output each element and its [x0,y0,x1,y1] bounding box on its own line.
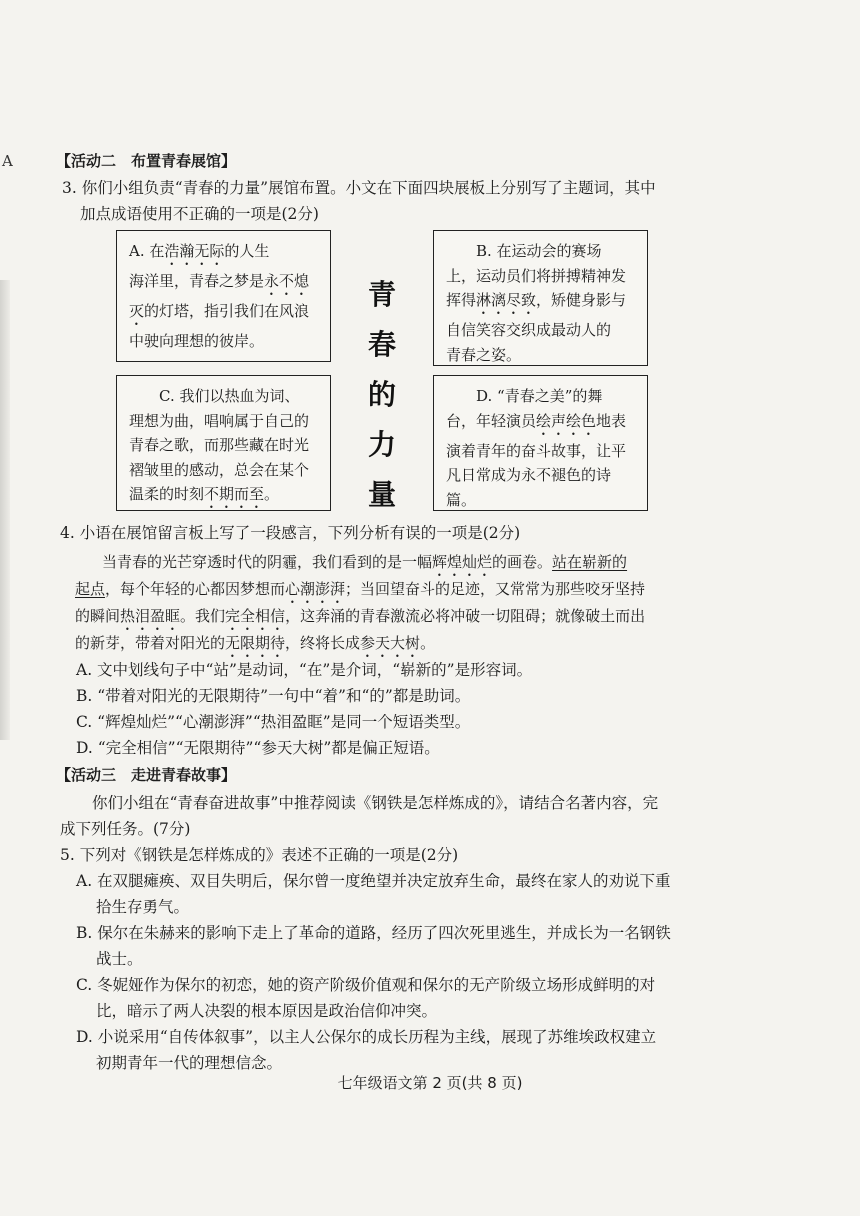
board-d-idiom: 绘声绘色 [536,411,597,430]
q5-option-d-line2: 初期青年一代的理想信念。 [96,1054,283,1072]
activity3-heading: 【活动三 走进青春故事】 [56,766,237,784]
board-b-text: 自信笑容交织成最动人的 [446,321,612,339]
passage-text: ，终将长成 [285,634,361,652]
passage-text: 。 [420,634,436,652]
board-a-idiom: 浩瀚无际 [164,242,225,260]
activity3-intro-line1: 你们小组在“青春奋进故事”中推荐阅读《钢铁是怎样炼成的》，请结合名著内容，完 [92,794,659,812]
q4-option-c: C. “辉煌灿烂”“心潮澎湃”“热泪盈眶”是同一个短语类型。 [76,713,471,731]
board-d-text: 凡日常成为永不褪色的诗 [446,466,612,484]
board-d-text: D. “青春之美”的舞 [476,387,603,405]
passage-text: ；当回望奋斗的足迹，又常常为那些咬牙坚持 [345,580,646,598]
q4-option-d: D. “完全相信”“无限期待”“参天大树”都是偏正短语。 [76,739,440,757]
q5-option-c-line2: 比，暗示了两人决裂的根本原因是政治信仰冲突。 [96,1002,438,1020]
page-footer: 七年级语文第 2 页(共 8 页) [337,1074,523,1092]
board-b-text: ，矫健身影与 [536,291,627,309]
board-d-text: 台，年轻演员 [446,411,537,430]
passage-text: ，每个年轻的心都因梦想而 [105,580,286,598]
binding-edge [0,280,10,740]
board-center-title [362,270,402,520]
board-b-text: 上，运动员们将拼搏精神发 [446,266,627,285]
passage-dotted: 热泪盈眶 [120,607,181,625]
q5-option-d-line1: D. 小说采用“自传体叙事”，以主人公保尔的成长历程为主线，展现了苏维埃政权建立 [76,1028,657,1046]
q4-passage-line2 [75,578,645,607]
q4-passage-line3 [75,605,645,634]
passage-text: 。我们 [180,607,226,625]
passage-text: 的瞬间 [75,607,121,625]
board-c-text: 。 [264,485,280,503]
q4-passage-line4 [75,632,435,661]
activity3-intro-line2: 成下列任务。(7分) [60,820,191,838]
board-a-text: 的灯塔，指引我们在风浪 [144,302,310,320]
q3-line1: 3. 你们小组负责“青春的力量”展馆布置。小文在下面四块展板上分别写了主题词，其中 [62,179,656,197]
board-d-text: 地表 [596,411,627,430]
q5-title: 5. 下列对《钢铁是怎样炼成的》表述不正确的一项是(2分) [60,846,459,864]
board-c-text: C. 我们以热血为词、 [159,387,300,405]
board-b-idiom: 淋漓尽致 [476,291,537,309]
passage-text: 的新芽，带着对阳光的 [75,634,226,652]
passage-text: ，这奔涌的青春激流必将冲破一切阻碍；就像破土而出 [285,607,646,625]
board-a-text: A. 在 [129,242,165,260]
passage-text: 当青春的光芒穿透时代的阴霾，我们看到的是一幅 [102,553,433,571]
board-a-text: 海洋里，青春之梦是 [129,272,265,290]
board-b-text: 挥得 [446,291,477,309]
board-d [433,375,648,511]
board-c-text: 褶皱里的感动，总会在某个 [129,460,310,479]
board-a-text: 中驶向理想的彼岸。 [129,332,265,350]
q4-title: 4. 小语在展馆留言板上写了一段感言，下列分析有误的一项是(2分) [60,524,521,542]
board-d-text: 演着青年的奋斗故事，让平 [446,441,627,460]
board-c-idiom: 不期而至 [204,485,265,503]
board-c-text: 青春之歌，而那些藏在时光 [129,436,310,454]
board-a-idiom: 灭 [129,302,145,320]
board-a-text: 的人生 [224,242,270,260]
q5-option-a-line1: A. 在双腿瘫痪、双目失明后，保尔曾一度绝望并决定放弃生命，最终在家人的劝说下重 [76,872,671,890]
board-b [433,230,648,366]
board-d-text: 篇。 [446,490,477,509]
board-a-idiom: 永不熄 [264,272,310,290]
q4-option-b: B. “带着对阳光的无限期待”一句中“着”和“的”都是助词。 [76,687,471,705]
board-b-text: B. 在运动会的赛场 [476,242,602,260]
q5-option-a-line2: 拾生存勇气。 [96,898,190,916]
title-char: 春 [367,328,396,361]
q5-option-b-line1: B. 保尔在朱赫来的影响下走上了革命的道路，经历了四次死里逃生，并成长为一名钢铁 [76,924,671,942]
margin-mark: A [2,152,13,170]
board-c [116,375,331,511]
passage-underlined: 站在崭新的 [552,553,628,571]
activity2-heading: 【活动二 布置青春展馆】 [56,152,237,170]
board-c-text: 理想为曲，唱响属于自己的 [129,411,310,430]
board-a [116,230,331,362]
passage-text: 的画卷。 [492,553,553,571]
passage-dotted: 心潮澎湃 [285,580,346,598]
passage-dotted: 完全相信 [225,607,286,625]
title-char: 量 [367,478,396,511]
q5-option-c-line1: C. 冬妮娅作为保尔的初恋，她的资产阶级价值观和保尔的无产阶级立场形成鲜明的对 [76,976,656,994]
title-char: 青 [367,278,396,311]
passage-dotted: 无限期待 [225,634,286,652]
q3-line2: 加点成语使用不正确的一项是(2分) [80,205,319,223]
passage-dotted: 辉煌灿烂 [432,553,493,571]
q5-option-b-line2: 战士。 [96,950,143,968]
q4-option-a: A. 文中划线句子中“站”是动词，“在”是介词，“崭新的”是形容词。 [76,661,533,679]
board-b-text: 青春之姿。 [446,345,522,364]
passage-dotted: 参天大树 [360,634,421,652]
title-char: 的 [367,378,396,411]
title-char: 力 [367,428,396,461]
board-c-text: 温柔的时刻 [129,485,205,503]
passage-underlined: 起点 [75,580,106,598]
q4-passage-line1 [102,551,627,580]
